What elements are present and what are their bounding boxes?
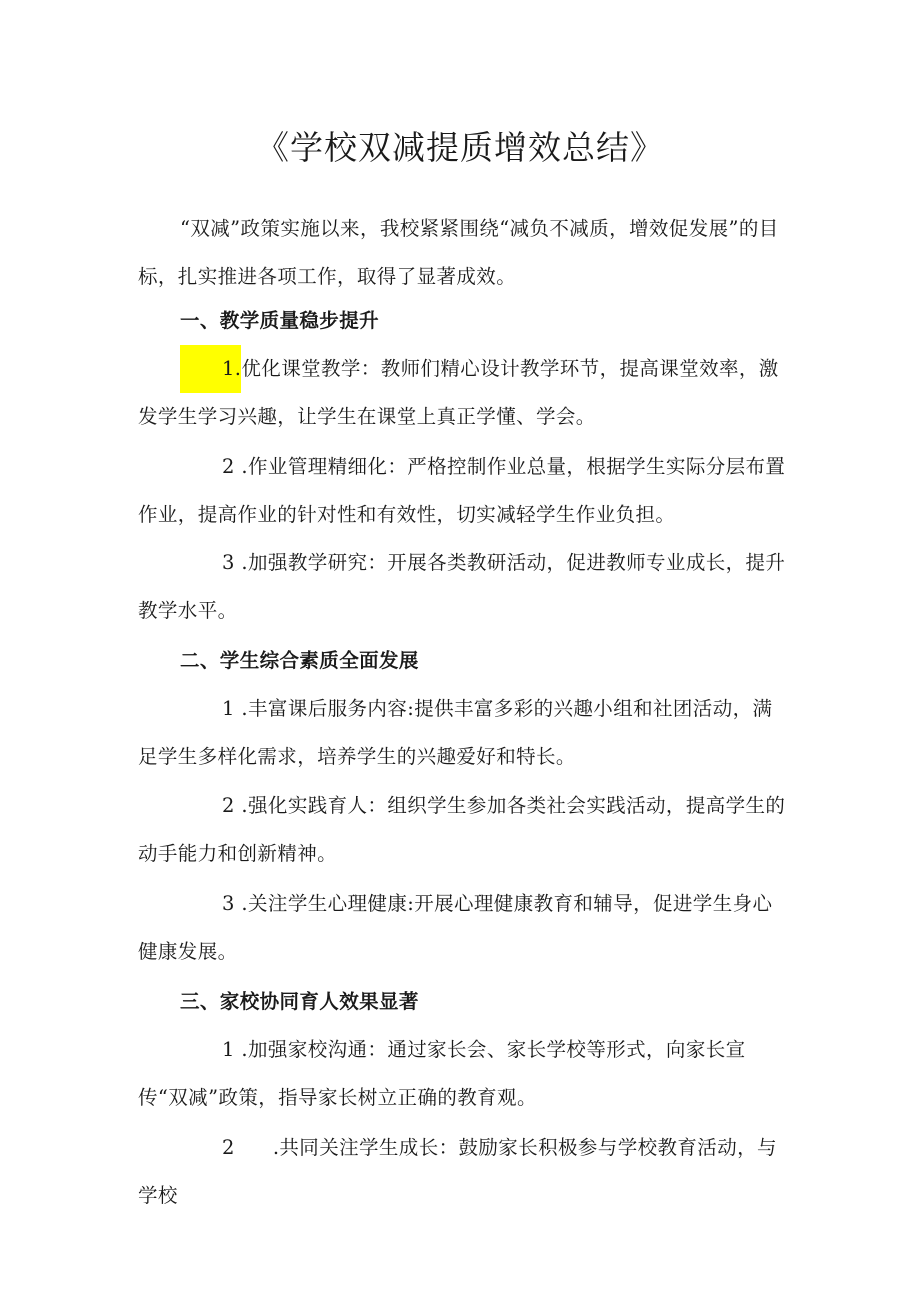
list-item-number: 3 [222, 892, 235, 915]
list-item-number: 1 [222, 1038, 235, 1061]
list-item [138, 1026, 788, 1122]
list-item-text: .作业管理精细化：严格控制作业总量，根据学生实际分层布置作业，提高作业的针对性和有效性，切实减轻学生作业负担。 [138, 455, 786, 526]
list-item-number: 2 [222, 1136, 235, 1159]
list-item [138, 345, 788, 441]
document-title: 《学校双减提质增效总结》 [256, 128, 664, 167]
list-item-text: .关注学生心理健康:开展心理健康教育和辅导，促进学生身心健康发展。 [138, 892, 773, 963]
list-item [138, 443, 788, 539]
list-item-text: .加强家校沟通：通过家长会、家长学校等形式，向家长宣传“双减”政策，指导家长树立正确的教育观。 [138, 1038, 746, 1109]
section-heading-2: 二、学生综合素质全面发展 [180, 649, 419, 672]
list-item-number: 1 [222, 697, 235, 720]
list-item-text: .强化实践育人：组织学生参加各类社会实践活动，提高学生的动手能力和创新精神。 [138, 794, 786, 865]
list-item-text: .加强教学研究：开展各类教研活动，促进教师专业成长，提升教学水平。 [138, 551, 786, 622]
list-item-number: 3 [222, 551, 235, 574]
intro-paragraph: “双减”政策实施以来，我校紧紧围绕“减负不减质，增效促发展”的目标，扎实推进各项工作，取得了显著成效。 [138, 217, 779, 288]
list-item [138, 782, 788, 878]
list-item-number: 2 [222, 794, 235, 817]
list-item-text: .丰富课后服务内容:提供丰富多彩的兴趣小组和社团活动，满足学生多样化需求，培养学生的兴趣爱好和特长。 [138, 697, 773, 768]
list-item-text: 优化课堂教学：教师们精心设计教学环节，提高课堂效率，激发学生学习兴趣，让学生在课堂上真正学懂、学会。 [138, 357, 779, 428]
list-item-number: 1. [180, 345, 241, 393]
list-item-text: .共同关注学生成长：鼓励家长积极参与学校教育活动，与学校 [138, 1136, 777, 1207]
section-heading-3: 三、家校协同育人效果显著 [180, 990, 419, 1013]
list-item [138, 685, 788, 781]
list-item-number: 2 [222, 455, 235, 478]
list-item [138, 1124, 788, 1220]
list-item [138, 880, 788, 976]
section-heading-1: 一、教学质量稳步提升 [180, 309, 380, 332]
list-item [138, 539, 788, 635]
